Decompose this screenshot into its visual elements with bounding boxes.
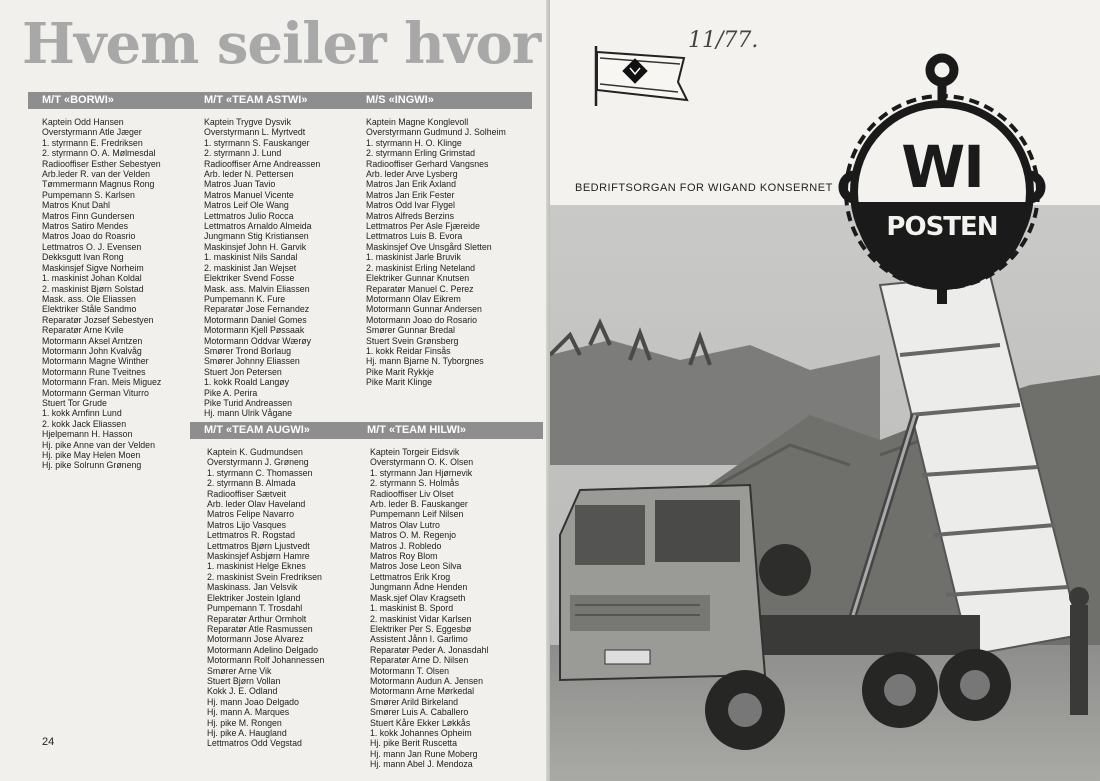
crew-member: Hj. mann Abel J. Mendoza [370, 759, 473, 770]
crew-member: Stuert Kåre Ekker Løkkås [370, 717, 471, 728]
crew-member: Reparatør Atle Rasmussen [207, 623, 313, 634]
crew-member: Pumpemann K. Fure [204, 293, 286, 304]
crew-member: Overstyrmann L. Myrtvedt [204, 127, 306, 138]
crew-member: 2. styrmann B. Almada [207, 478, 296, 489]
crew-member: Overstyrmann Atle Jæger [42, 127, 142, 138]
crew-member: Motormann Rune Tveitnes [42, 366, 146, 377]
crew-member: Hjelpemann H. Hasson [42, 429, 133, 440]
crew-member: Motormann Joao do Rosario [366, 314, 477, 325]
crew-member: Reparatør Peder A. Jonasdahl [370, 644, 489, 655]
crew-member: Stuert Svein Grønsberg [366, 335, 459, 346]
crew-member: Motormann Aksel Arntzen [42, 335, 143, 346]
crew-member: Matros Olav Lutro [370, 519, 440, 530]
crew-member: 2. styrmann O. A. Mølmesdal [42, 148, 156, 159]
crew-member: Motormann Adelino Delgado [207, 644, 319, 655]
crew-member: 1. maskinist Nils Sandal [204, 252, 298, 263]
crew-member: Kaptein K. Gudmundsen [207, 447, 303, 457]
crew-member: Reparatør Arthur Ormholt [207, 613, 307, 624]
ship-header: M/T «TEAM HILWI» [353, 422, 543, 439]
ship-list-ingwi [352, 92, 532, 388]
ship-list-team-hilwi [353, 422, 518, 770]
crew-member: Lettmatros O. J. Evensen [42, 241, 142, 252]
crew-member: Pumpemann Leif Nilsen [370, 509, 464, 520]
crew-member: 2. styrmann Erling Grimstad [366, 148, 476, 159]
crew-member: Pike Marit Klinge [366, 377, 433, 388]
crew-member: 1. styrmann C. Thomassen [207, 467, 313, 478]
crew-member: Smører Luis A. Caballero [370, 707, 469, 718]
logo-posten-text: POSTEN [886, 212, 998, 242]
crew-list [352, 117, 532, 388]
crew-member: Matros Leif Ole Wang [204, 200, 289, 211]
crew-member: Tømmermann Magnus Rong [42, 179, 155, 190]
crew-member: Hj. pike Solrunn Grøneng [42, 460, 142, 471]
crew-member: Assistent Jånn I. Garlimo [370, 634, 468, 645]
crew-member: Mask. ass. Malvin Eliassen [204, 283, 310, 294]
crew-member: 1. kokk Roald Langøy [204, 377, 290, 388]
crew-member: Kaptein Torgeir Eidsvik [370, 447, 460, 457]
company-flag-icon [588, 40, 698, 110]
crew-member: Lettmatros R. Rogstad [207, 530, 296, 541]
crew-member: Smører Johnny Eliassen [204, 356, 300, 367]
crew-member: Radiooffiser Esther Sebestyen [42, 158, 161, 169]
crew-list [28, 117, 193, 471]
crew-member: Arb. leder Arve Lysberg [366, 169, 458, 180]
crew-member: Reparatør Jose Fernandez [204, 304, 310, 315]
crew-member: Reparatør Jozsef Sebestyen [42, 314, 154, 325]
crew-member: Hj. pike May Helen Moen [42, 450, 141, 460]
crew-member: Kaptein Magne Konglevoll [366, 117, 469, 127]
crew-list [190, 447, 355, 749]
crew-member: Elektriker Svend Fosse [204, 273, 295, 284]
crew-member: Maskinass. Jan Velsvik [207, 582, 298, 593]
crew-member: Reparatør Arne Kvile [42, 325, 124, 336]
crew-member: Elektriker Per S. Eggesbø [370, 623, 472, 634]
crew-member: Radiooffiser Arne Andreassen [204, 158, 321, 169]
crew-list [190, 117, 355, 419]
crew-member: Motormann Audun A. Jensen [370, 675, 483, 686]
crew-member: 1. maskinist Helge Eknes [207, 561, 306, 572]
crew-member: Matros Jose Leon Silva [370, 561, 462, 572]
crew-member: Motormann Olav Eikrem [366, 293, 461, 304]
crew-member: Smører Gunnar Bredal [366, 325, 455, 336]
crew-member: Jungmann Ådne Henden [370, 582, 468, 593]
crew-member: Motormann Fran. Meis Miguez [42, 377, 162, 388]
crew-member: Kaptein Odd Hansen [42, 117, 124, 127]
crew-member: Overstyrmann Gudmund J. Solheim [366, 127, 506, 138]
crew-member: Motormann Daniel Gomes [204, 314, 307, 325]
crew-member: 1. styrmann S. Fauskanger [204, 137, 310, 148]
crew-member: Reparatør Arne D. Nilsen [370, 655, 469, 666]
crew-member: Radiooffiser Sætveit [207, 488, 287, 499]
crew-member: 1. kokk Johannes Opheim [370, 727, 472, 738]
crew-member: 2. maskinist Jan Wejset [204, 262, 297, 273]
crew-member: Overstyrmann O. K. Olsen [370, 457, 474, 468]
crew-member: Motormann Gunnar Andersen [366, 304, 482, 315]
crew-member: 1. styrmann E. Fredriksen [42, 137, 143, 148]
crew-member: 2. styrmann J. Lund [204, 148, 282, 159]
crew-member: Motormann Magne Winther [42, 356, 149, 367]
crew-list [353, 447, 518, 770]
crew-member: Smører Arne Vik [207, 665, 272, 676]
crew-member: Lettmatros Odd Vegstad [207, 738, 302, 749]
crew-member: Maskinsjef Ove Unsgård Sletten [366, 241, 492, 252]
crew-member: Dekksgutt Ivan Rong [42, 252, 124, 263]
crew-member: Maskinsjef Sigve Norheim [42, 262, 144, 273]
crew-member: 1. maskinist Johan Koldal [42, 273, 142, 284]
crew-member: Maskinsjef Asbjørn Hamre [207, 551, 310, 562]
crew-member: Hj. pike M. Rongen [207, 717, 282, 728]
crew-member: Motormann Oddvar Wærøy [204, 335, 312, 346]
crew-member: 1. styrmann H. O. Klinge [366, 137, 462, 148]
crew-member: Matros O. M. Regenjo [370, 530, 457, 541]
crew-member: Hj. mann Bjarne N. Tyborgnes [366, 356, 484, 367]
crew-member: Motormann Arne Mørkedal [370, 686, 475, 697]
crew-member: Smører Trond Borlaug [204, 345, 292, 356]
crew-member: 2. maskinist Vidar Karlsen [370, 613, 472, 624]
crew-member: Kaptein Trygve Dysvik [204, 117, 292, 127]
crew-member: Matros Roy Blom [370, 551, 438, 562]
crew-member: Hj. pike Berit Ruscetta [370, 738, 458, 749]
ship-header: M/T «BORWI» [28, 92, 193, 109]
crew-member: Elektriker Gunnar Knutsen [366, 273, 470, 284]
crew-member: Mask. ass. Ole Eliassen [42, 293, 136, 304]
crew-member: Matros Knut Dahl [42, 200, 110, 211]
crew-member: Mask.sjef Olav Kragseth [370, 592, 466, 603]
crew-member: 2. maskinist Bjørn Solstad [42, 283, 144, 294]
crew-member: 1. kokk Reidar Finsås [366, 345, 451, 356]
crew-member: Stuert Bjørn Vollan [207, 675, 281, 686]
crew-member: Stuert Jon Petersen [204, 366, 282, 377]
crew-member: Hj. pike Anne van der Velden [42, 439, 155, 450]
crew-member: Kokk J. E. Odland [207, 686, 278, 697]
crew-member: Motormann Rolf Johannessen [207, 655, 325, 666]
crew-member: Radiooffiser Gerhard Vangsnes [366, 158, 489, 169]
handwritten-note: 11/77. [688, 28, 759, 53]
crew-member: Arb.leder R. van der Velden [42, 169, 151, 180]
crew-member: 2. maskinist Svein Fredriksen [207, 571, 322, 582]
crew-member: 2. maskinist Erling Neteland [366, 262, 476, 273]
crew-member: Matros Satiro Mendes [42, 221, 129, 232]
crew-member: Matros J. Robledo [370, 540, 442, 551]
crew-member: Pike Turid Andreassen [204, 397, 293, 408]
crew-member: Motormann Jose Alvarez [207, 634, 304, 645]
crew-member: Arb. leder B. Fauskanger [370, 499, 468, 510]
ship-header: M/S «INGWI» [352, 92, 532, 109]
crew-member: Elektriker Ståle Sandmo [42, 304, 137, 315]
logo-wi-text: WI [901, 133, 983, 201]
crew-member: Hj. mann Joao Delgado [207, 696, 299, 707]
crew-member: 1. maskinist B. Spord [370, 603, 454, 614]
crew-member: Reparatør Manuel C. Perez [366, 283, 474, 294]
page-number: 24 [42, 736, 55, 748]
crew-member: 2. kokk Jack Eliassen [42, 418, 127, 429]
crew-member: Elektriker Jostein Igland [207, 592, 301, 603]
crew-member: Matros Lijo Vasques [207, 519, 287, 530]
crew-member: Hj. pike A. Haugland [207, 727, 287, 738]
crew-member: Lettmatros Per Asle Fjæreide [366, 221, 480, 232]
crew-member: 1. kokk Arnfinn Lund [42, 408, 122, 419]
crew-member: Pike A. Perira [204, 387, 258, 398]
crew-member: Smører Arild Birkeland [370, 696, 458, 707]
crew-member: Hj. mann Jan Rune Moberg [370, 748, 478, 759]
crew-member: 1. styrmann Jan Hjørnevik [370, 467, 473, 478]
crew-member: Matros Joao do Roasrio [42, 231, 136, 242]
crew-member: Matros Finn Gundersen [42, 210, 135, 221]
ship-header: M/T «TEAM AUGWI» [190, 422, 355, 439]
crew-member: Jungmann Stig Kristiansen [204, 231, 309, 242]
crew-member: Hj. mann A. Marques [207, 707, 290, 718]
page-headline: Hvem seiler hvor [22, 11, 541, 77]
crew-member: Motormann Kjell Pøssaak [204, 325, 305, 336]
crew-member: Arb. leder Olav Haveland [207, 499, 306, 510]
crew-member: Matros Alfreds Berzins [366, 210, 454, 221]
crew-member: Matros Jan Erik Axland [366, 179, 456, 190]
crew-member: Lettmatros Bjørn Ljustvedt [207, 540, 310, 551]
crew-member: Lettmatros Arnaldo Almeida [204, 221, 312, 232]
crew-member: Matros Odd Ivar Flygel [366, 200, 455, 211]
crew-member: Pumpemann S. Karlsen [42, 189, 135, 200]
ship-list-borwi [28, 92, 193, 471]
crew-member: Pumpemann T. Trosdahl [207, 603, 303, 614]
cover-tagline: BEDRIFTSORGAN FOR WIGAND KONSERNET [575, 182, 833, 194]
crew-member: Maskinsjef John H. Garvik [204, 241, 307, 252]
ship-list-team-augwi [190, 422, 355, 749]
crew-member: 1. maskinist Jarle Bruvik [366, 252, 461, 263]
crew-member: Matros Felipe Navarro [207, 509, 295, 520]
crew-member: Matros Manuel Vicente [204, 189, 294, 200]
ship-header: M/T «TEAM ASTWI» [190, 92, 355, 109]
ship-list-team-astwi [190, 92, 355, 419]
crew-member: Radiooffiser Liv Olset [370, 488, 454, 499]
crew-member: 2. styrmann S. Holmås [370, 478, 459, 489]
crew-member: Pike Marit Rykkje [366, 366, 434, 377]
crew-member: Lettmatros Erik Krog [370, 571, 451, 582]
crew-member: Arb. leder N. Pettersen [204, 169, 294, 180]
crew-member: Matros Jan Erik Fester [366, 189, 455, 200]
crew-member: Lettmatros Luis B. Evora [366, 231, 463, 242]
crew-member: Overstyrmann J. Grøneng [207, 457, 309, 468]
crew-member: Matros Juan Tavio [204, 179, 276, 190]
crew-member: Motormann T. Olsen [370, 665, 450, 676]
crew-member: Motormann John Kvalvåg [42, 345, 142, 356]
crew-member: Lettmatros Julio Rocca [204, 210, 294, 221]
crew-member: Stuert Tor Grude [42, 397, 107, 408]
crew-member: Motormann German Viturro [42, 387, 149, 398]
crew-member: Hj. mann Ulrik Vågane [204, 408, 293, 419]
